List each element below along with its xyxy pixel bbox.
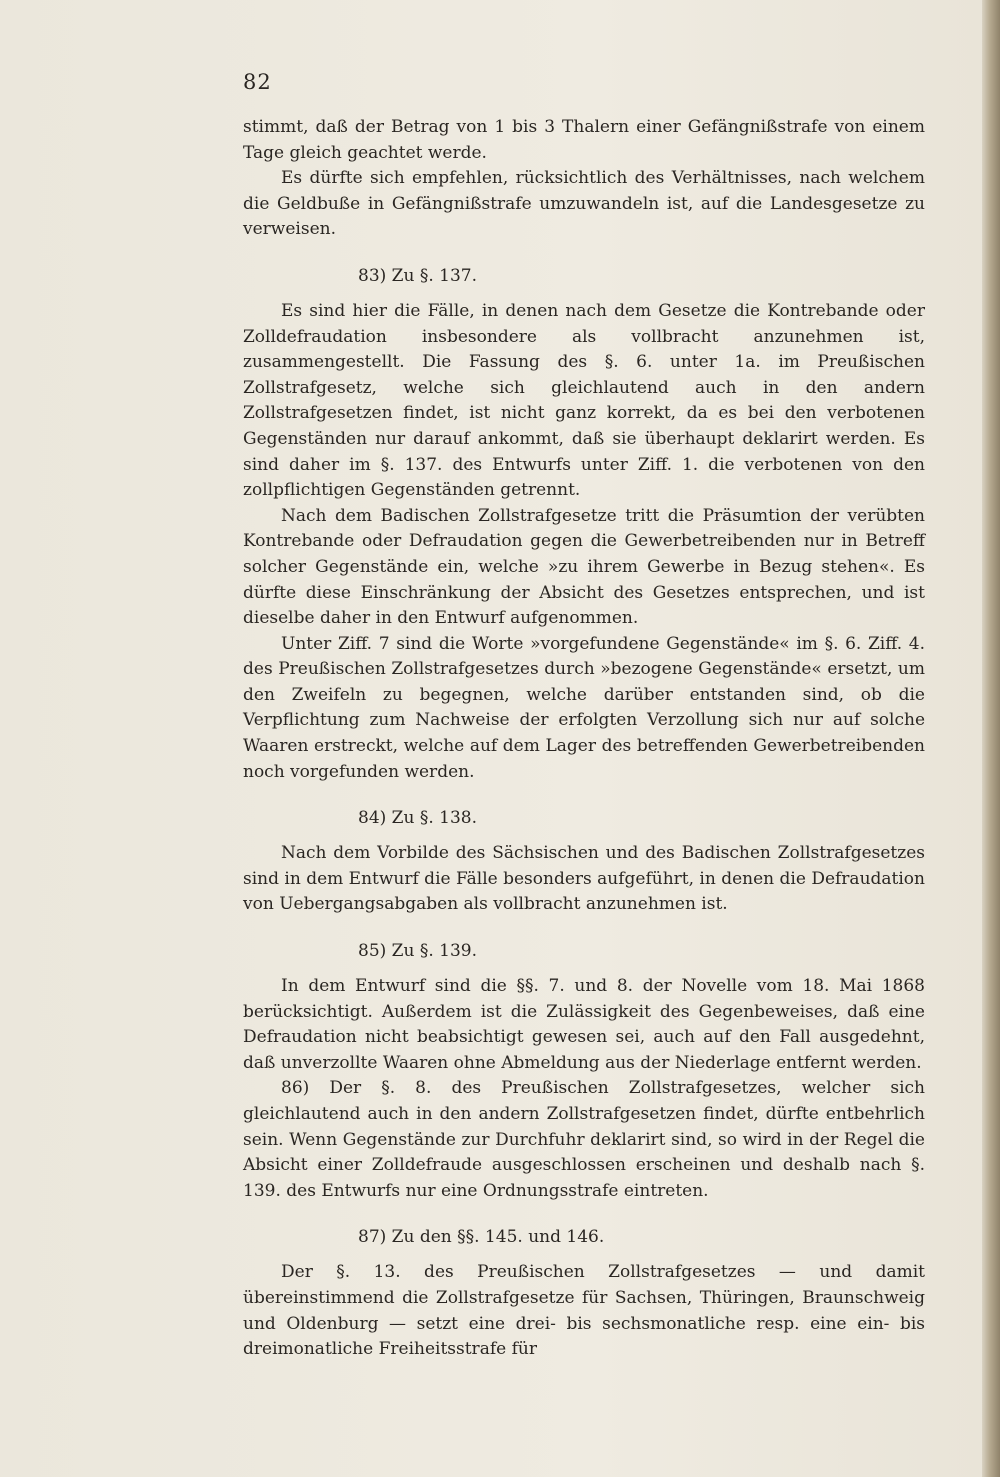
paragraph: Nach dem Badischen Zollstrafgesetze tritt die Präsumtion der verübten Kontrebande oder Defraudation gegen die Gewerbetreibenden nur in Betreff solcher Gegenstände ein, welche »zu ihrem Gewerbe in Bezug stehen«. Es dürfte diese Einschränkung der Absicht des Gesetzes entsprechen, und ist dieselbe daher in den Entwurf aufgenommen. (243, 505, 925, 629)
paragraph: Unter Ziff. 7 sind die Worte »vorgefundene Gegenstände« im §. 6. Ziff. 4. des Preußischen Zollstrafgesetzes durch »bezogene Gegenstände« ersetzt, um den Zweifeln zu begegnen, welche darüber entstanden sind, ob die Verpflichtung zum Nachweise der erfolgten Verzollung sich nur auf solche Waaren erstreckt, welche auf dem Lager des betreffenden Gewerbetreibenden noch vorgefunden werden. (243, 633, 925, 782)
section-heading: 85) Zu §. 139. (358, 941, 477, 962)
section-heading: 83) Zu §. 137. (358, 265, 477, 286)
paragraph: In dem Entwurf sind die §§. 7. und 8. der Novelle vom 18. Mai 1868 berücksichtigt. Außerdem ist die Zulässigkeit des Gegenbeweises, daß eine Defraudation nicht beabsichtigt gewesen sei, auch auf den Fall ausgedehnt, daß unverzollte Waaren ohne Abmeldung aus der Niederlage entfernt werden. (243, 976, 925, 1073)
paragraph: Es dürfte sich empfehlen, rücksichtlich des Verhältnisses, nach welchem die Geldbuße in Gefängnißstrafe umzuwandeln ist, auf die Landesgesetze zu verweisen. (243, 168, 925, 240)
section-heading: 84) Zu §. 138. (358, 808, 477, 829)
page-edge (982, 0, 1000, 1477)
page-body-text (243, 115, 925, 1363)
paragraph: stimmt, daß der Betrag von 1 bis 3 Thalern einer Gefängnißstrafe von einem Tage gleich geachtet werde. (243, 117, 925, 163)
paragraph: Der §. 13. des Preußischen Zollstrafgesetzes — und damit übereinstimmend die Zollstrafgesetze für Sachsen, Thüringen, Braunschweig und Oldenburg — setzt eine drei- bis sechsmonatliche resp. eine ein- bis dreimonatliche Freiheitsstrafe für (243, 1262, 925, 1360)
paragraph: Nach dem Vorbilde des Sächsischen und des Badischen Zollstrafgesetzes sind in dem Entwurf die Fälle besonders aufgeführt, in denen die Defraudation von Uebergangsabgaben als vollbracht anzunehmen ist. (243, 843, 925, 915)
page-number: 82 (243, 70, 272, 94)
section-heading: 87) Zu den §§. 145. und 146. (358, 1227, 605, 1248)
paragraph: 86) Der §. 8. des Preußischen Zollstrafgesetzes, welcher sich gleichlautend auch in den andern Zollstrafgesetzen findet, dürfte entbehrlich sein. Wenn Gegenstände zur Durchfuhr deklarirt sind, so wird in der Regel die Absicht einer Zolldefraude ausgeschlossen erscheinen und deshalb nach §. 139. des Entwurfs nur eine Ordnungsstrafe eintreten. (243, 1078, 925, 1201)
paragraph: Es sind hier die Fälle, in denen nach dem Gesetze die Kontrebande oder Zolldefraudation insbesondere als vollbracht anzunehmen ist, zusammengestellt. Die Fassung des §. 6. unter 1a. im Preußischen Zollstrafgesetz, welche sich gleichlautend auch in den andern Zollstrafgesetzen findet, ist nicht ganz korrekt, da es bei den verbotenen Gegenständen nur darauf ankommt, daß sie überhaupt deklarirt werden. Es sind daher im §. 137. des Entwurfs unter Ziff. 1. die verbotenen von den zollpflichtigen Gegenständen getrennt. (243, 300, 925, 501)
